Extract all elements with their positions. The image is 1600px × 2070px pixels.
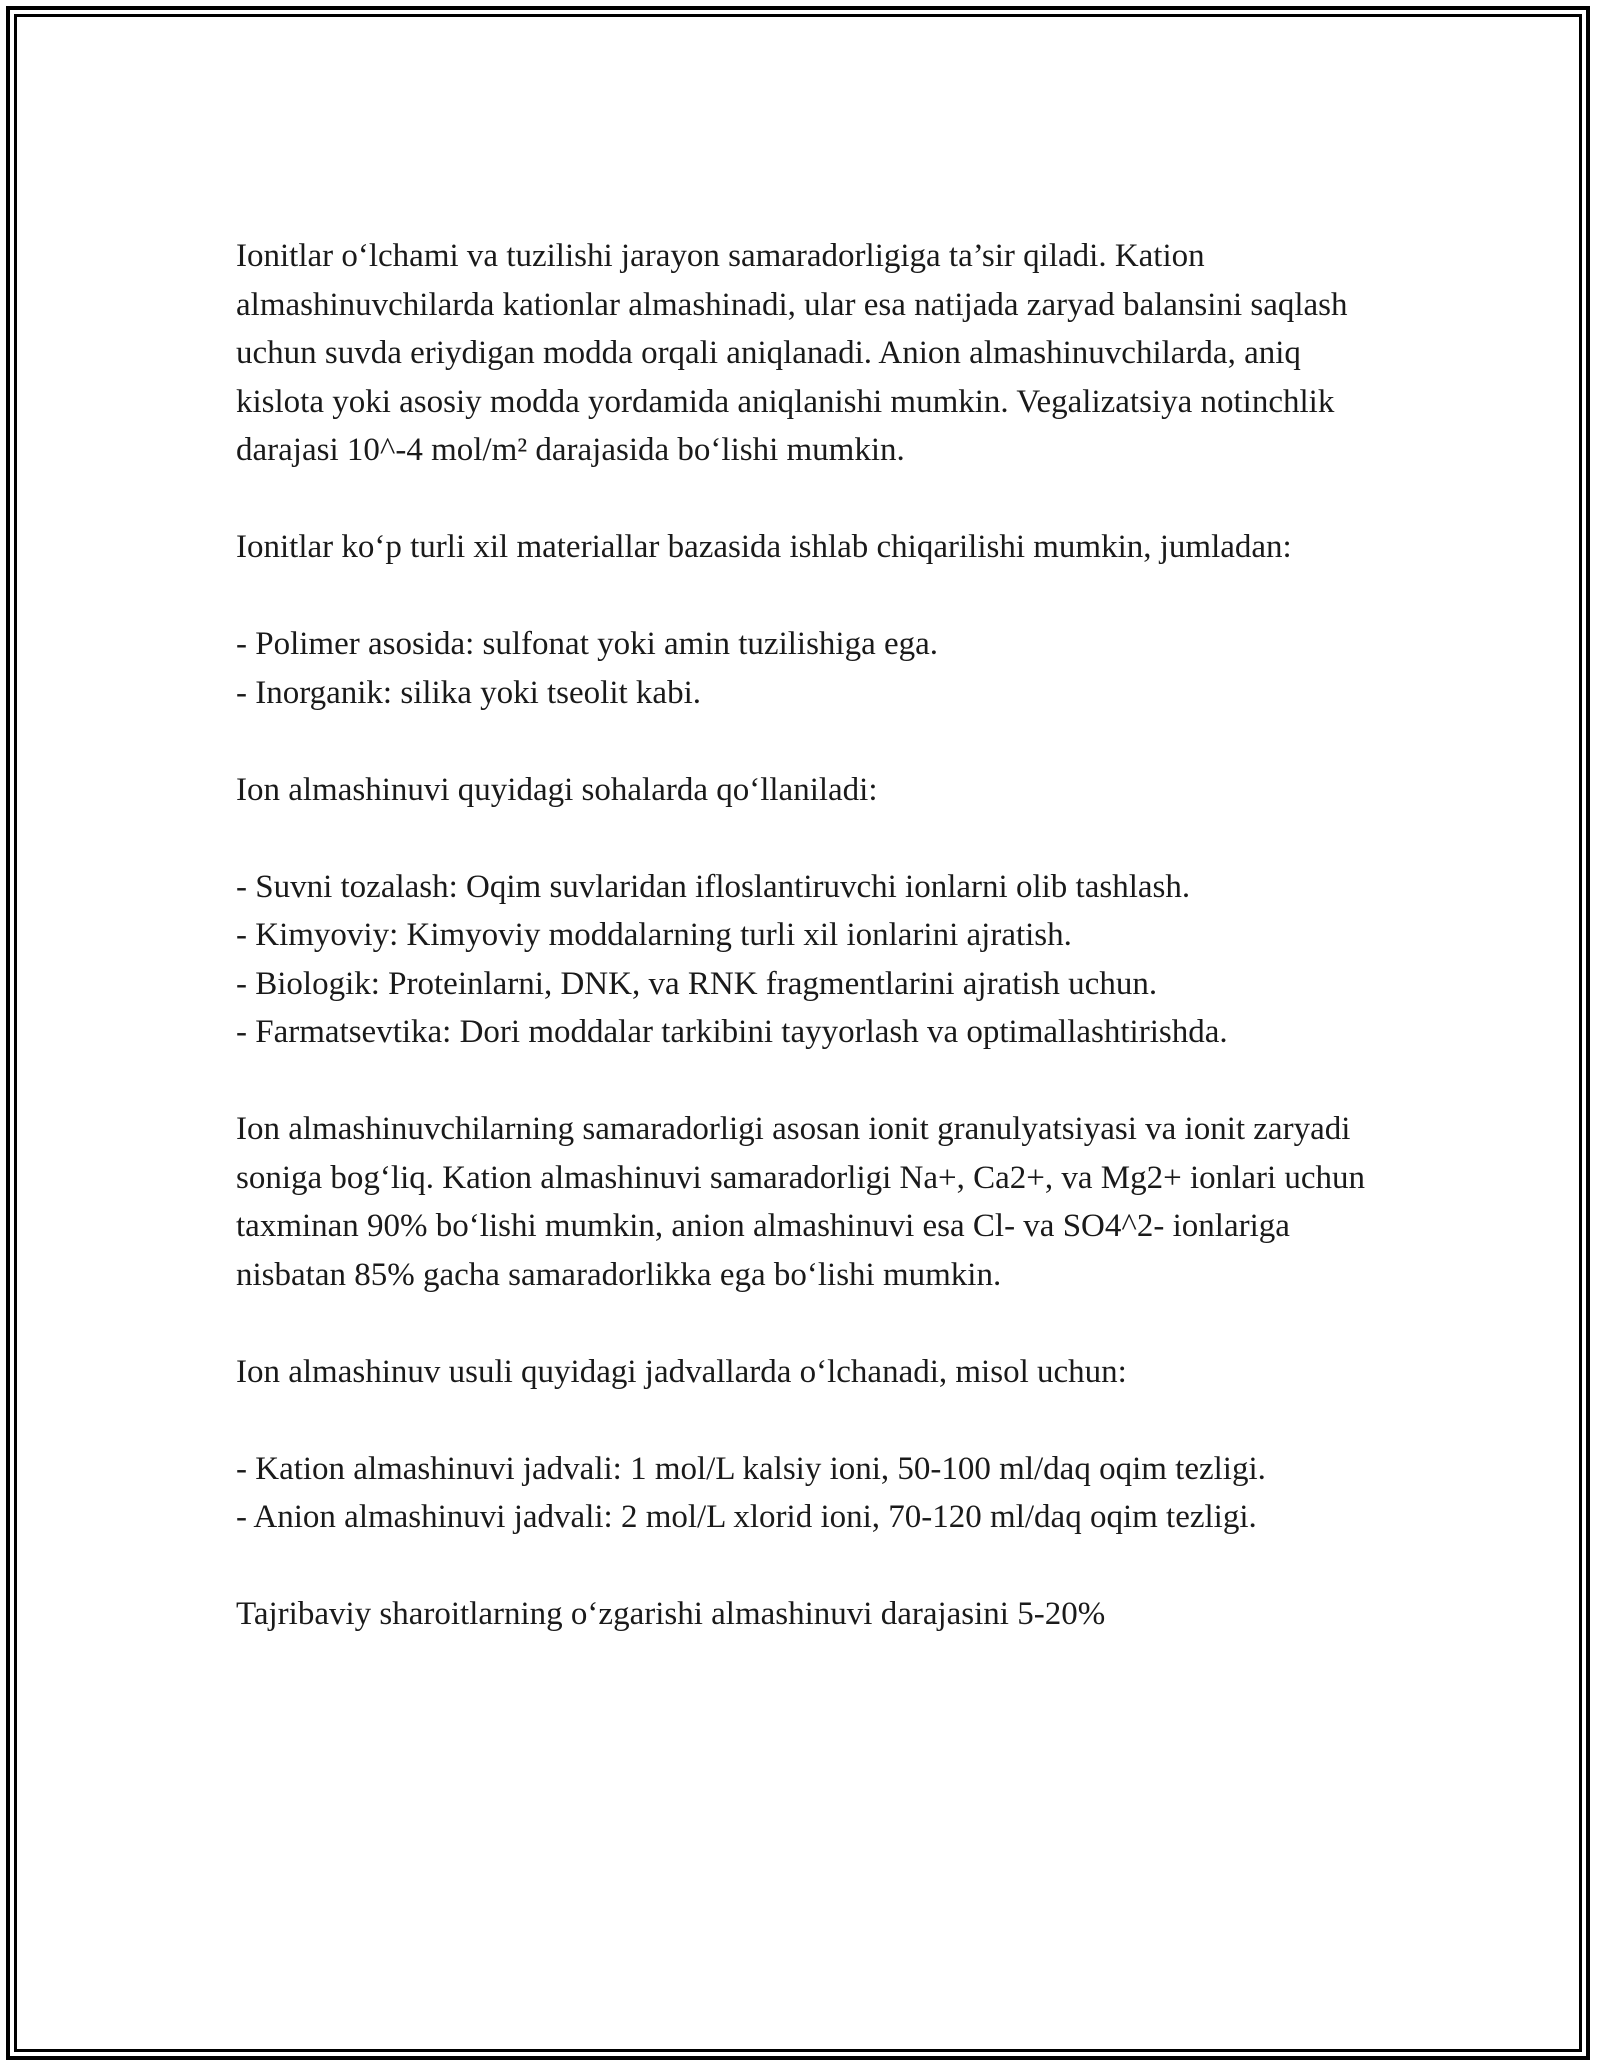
list-item-pharma: - Farmatsevtika: Dori moddalar tarkibini tayyorlash va optimallashtirishda. xyxy=(236,1014,1228,1050)
paragraph-tables-intro: Ion almashinuv usuli quyidagi jadvallarda o‘lchanadi, misol uchun: xyxy=(236,1353,1127,1390)
list-item-biological: - Biologik: Proteinlarni, DNK, va RNK fragmentlarini ajratish uchun. xyxy=(236,965,1158,1002)
paragraph-spacer xyxy=(236,1299,1376,1348)
list-item-water: - Suvni tozalash: Oqim suvlaridan ifloslantiruvchi ionlarni olib tashlash. xyxy=(236,868,1191,905)
paragraph-materials-intro: Ionitlar ko‘p turli xil materiallar bazasida ishlab chiqarilishi mumkin, jumladan: xyxy=(236,529,1292,565)
list-item-cation-table: - Kation almashinuvi jadvali: 1 mol/L kalsiy ioni, 50-100 ml/daq oqim tezligi. xyxy=(236,1450,1266,1487)
list-item-inorganic: - Inorganik: silika yoki tseolit kabi. xyxy=(236,674,701,711)
paragraph-ionit-structure: Ionitlar o‘lchami va tuzilishi jarayon samaradorligiga ta’sir qiladi. Kation almashinuvchilarda kationlar almashinadi, ular esa natijada zaryad balansini saqlash uchun suvda eriydigan modda orqali aniqlanadi. Anion almashinuvchilarda, aniq kislota yoki asosiy modda yordamida aniqlanishi mumkin. Vegalizatsiya notinchlik darajasi 10^-4 mol/m² darajasida bo‘lishi mumkin. xyxy=(236,238,1348,468)
paragraph-spacer xyxy=(236,475,1376,524)
paragraph-spacer xyxy=(236,1057,1376,1106)
paragraph-spacer xyxy=(236,1396,1376,1445)
paragraph-applications-intro: Ion almashinuvi quyidagi sohalarda qo‘llaniladi: xyxy=(236,771,878,808)
paragraph-conditions: Tajribaviy sharoitlarning o‘zgarishi almashinuvi darajasini 5-20% xyxy=(236,1596,1106,1632)
list-item-chemical: - Kimyoviy: Kimyoviy moddalarning turli xil ionlarini ajratish. xyxy=(236,917,1072,953)
paragraph-spacer xyxy=(236,572,1376,621)
list-item-polymer: - Polimer asosida: sulfonat yoki amin tuzilishiga ega. xyxy=(236,626,939,662)
paragraph-efficiency: Ion almashinuvchilarning samaradorligi asosan ionit granulyatsiyasi va ionit zaryadi soniga bog‘liq. Kation almashinuvi samaradorligi Na+, Ca2+, va Mg2+ ionlari uchun taxminan 90% bo‘lishi mumkin, anion almashinuvi esa Cl- va SO4^2- ionlariga nisbatan 85% gacha samaradorlikka ega bo‘lishi mumkin. xyxy=(236,1111,1366,1293)
paragraph-spacer xyxy=(236,1542,1376,1591)
document-body xyxy=(236,232,1376,1639)
paragraph-spacer xyxy=(236,717,1376,766)
paragraph-spacer xyxy=(236,814,1376,863)
list-item-anion-table: - Anion almashinuvi jadvali: 2 mol/L xlorid ioni, 70-120 ml/daq oqim tezligi. xyxy=(236,1499,1257,1535)
